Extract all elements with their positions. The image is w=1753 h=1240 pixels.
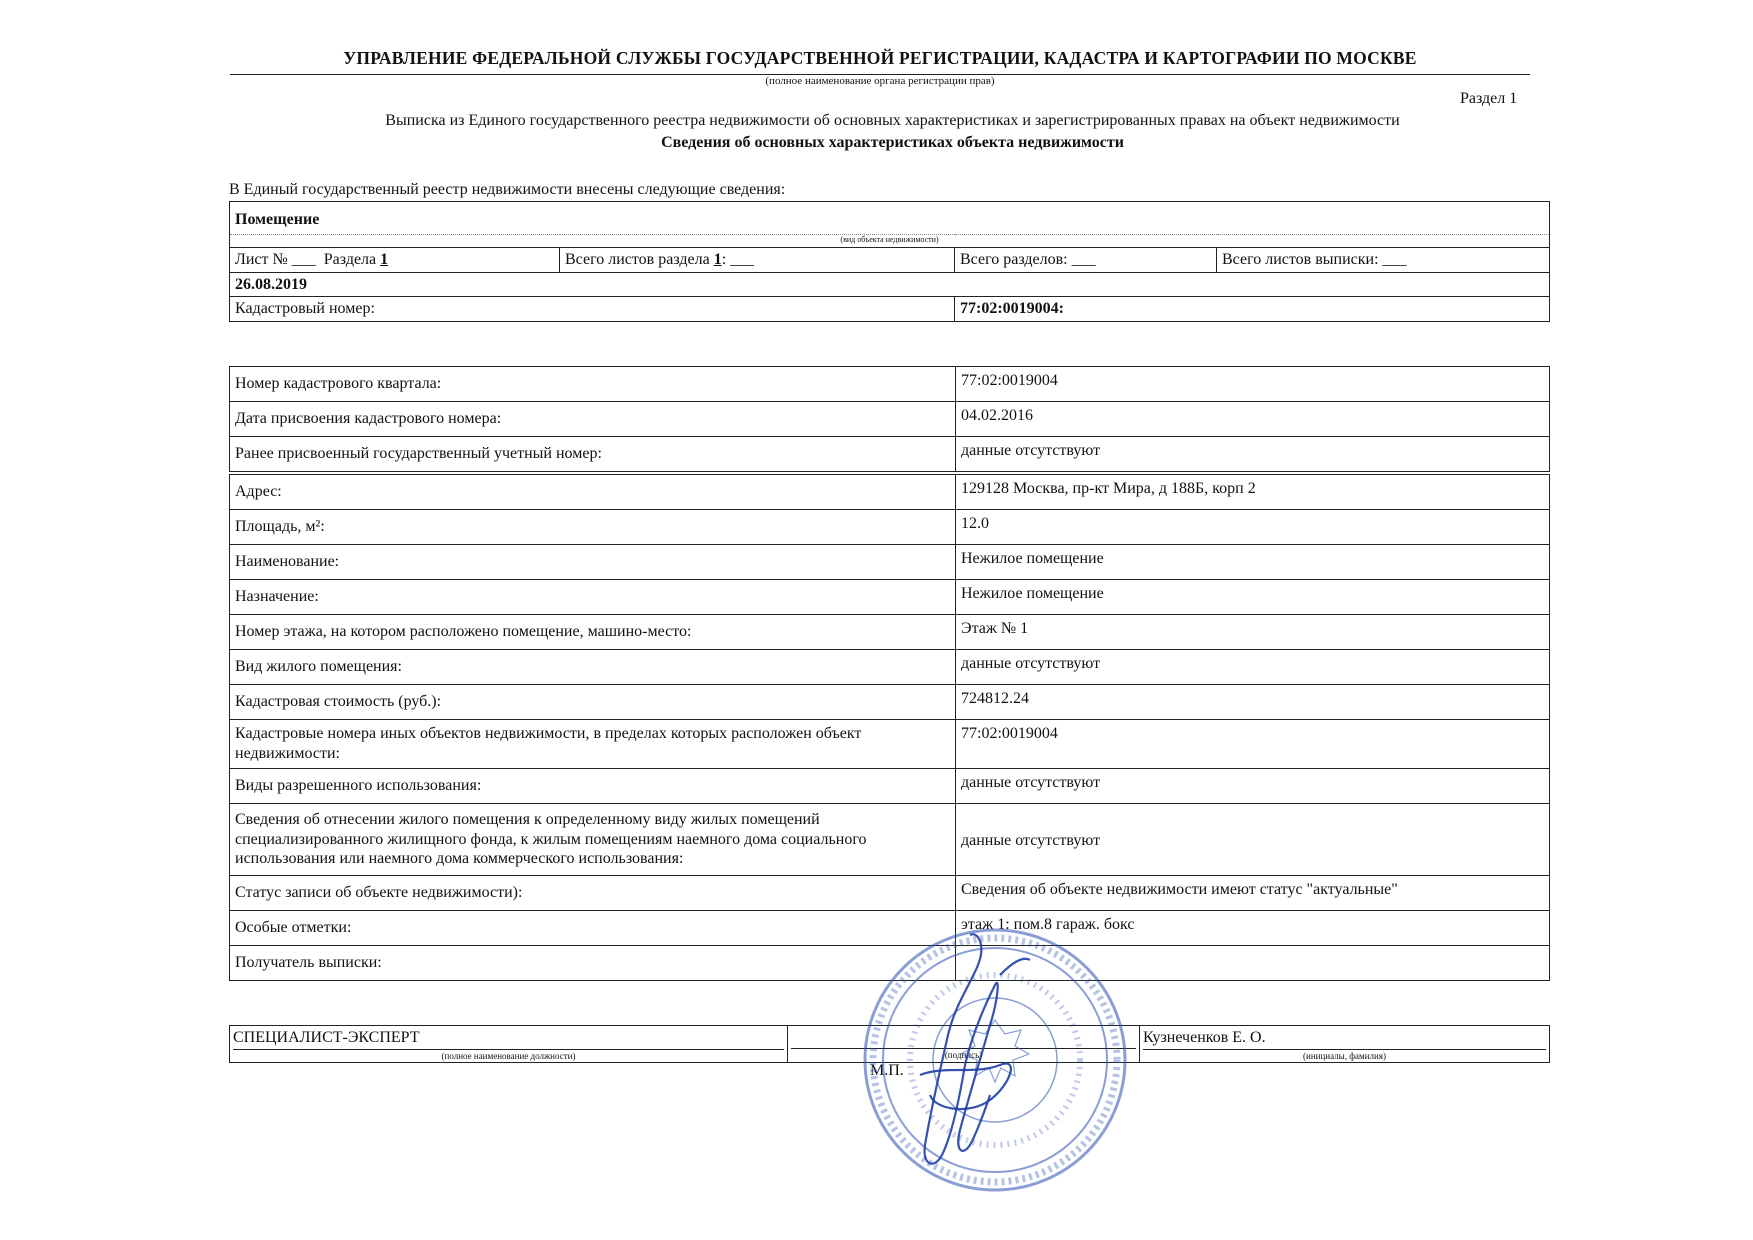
total-sections-cell xyxy=(955,248,1217,273)
field-row xyxy=(230,946,1550,981)
section-number: 1 xyxy=(380,251,389,268)
intro-text: В Единый государственный реестр недвижимости внесены следующие сведения: xyxy=(229,181,786,198)
org-caption: (полное наименование органа регистрации прав) xyxy=(765,75,995,87)
total-sheets-section-number: 1 xyxy=(713,251,722,268)
field-label: Адрес: xyxy=(230,473,956,510)
signature-table xyxy=(229,1025,1550,1063)
field-value xyxy=(956,946,1550,981)
field-row xyxy=(230,876,1550,911)
field-value: 129128 Москва, пр-кт Мира, д 188Б, корп 2 xyxy=(956,473,1550,510)
field-value: 77:02:0019004 xyxy=(956,720,1550,769)
field-value: 12.0 xyxy=(956,510,1550,545)
signature-caption: (подпись) xyxy=(791,1048,1136,1061)
total-sections-blank: ___ xyxy=(1071,251,1096,268)
sheet-blank: ___ xyxy=(291,251,316,268)
field-label: Номер кадастрового квартала: xyxy=(230,367,956,402)
total-sheets-extract-cell xyxy=(1217,248,1550,273)
field-value: Этаж № 1 xyxy=(956,615,1550,650)
signature-cell xyxy=(788,1026,1140,1063)
field-row xyxy=(230,510,1550,545)
field-value: данные отсутствуют xyxy=(956,769,1550,804)
field-row xyxy=(230,804,1550,876)
field-value: Нежилое помещение xyxy=(956,580,1550,615)
org-title: УПРАВЛЕНИЕ ФЕДЕРАЛЬНОЙ СЛУЖБЫ ГОСУДАРСТВЕННОЙ РЕГИСТРАЦИИ, КАДАСТРА И КАРТОГРАФИИ ПО МОСКВЕ xyxy=(343,48,1417,68)
total-sheets-section-label: Всего листов раздела xyxy=(565,251,710,268)
signer-name-caption: (инициалы, фамилия) xyxy=(1143,1049,1546,1062)
object-header-table xyxy=(229,201,1550,322)
extract-title: Выписка из Единого государственного реестра недвижимости об основных характеристиках и зарегистрированных правах на объект недвижимости xyxy=(385,112,1400,129)
total-sections-label: Всего разделов: xyxy=(960,251,1068,268)
field-label: Получатель выписки: xyxy=(230,946,956,981)
field-label: Вид жилого помещения: xyxy=(230,650,956,685)
field-label: Кадастровые номера иных объектов недвижимости, в пределах которых расположен объект недвижимости: xyxy=(230,720,956,769)
field-label: Дата присвоения кадастрового номера: xyxy=(230,402,956,437)
object-kind-caption: (вид объекта недвижимости) xyxy=(230,235,1550,248)
section-word: Раздела xyxy=(323,251,377,268)
field-value: Нежилое помещение xyxy=(956,545,1550,580)
field-row xyxy=(230,402,1550,437)
field-value: данные отсутствуют xyxy=(956,437,1550,474)
field-row xyxy=(230,580,1550,615)
field-value: 77:02:0019004 xyxy=(956,367,1550,402)
field-value: данные отсутствуют xyxy=(956,804,1550,876)
field-value: этаж 1: пом.8 гараж. бокс xyxy=(956,911,1550,946)
field-row xyxy=(230,720,1550,769)
section-label: Раздел 1 xyxy=(1460,90,1518,107)
field-row xyxy=(230,615,1550,650)
signer-position: СПЕЦИАЛИСТ-ЭКСПЕРТ xyxy=(233,1029,420,1046)
field-label: Наименование: xyxy=(230,545,956,580)
signer-position-caption: (полное наименование должности) xyxy=(233,1049,784,1062)
total-sheets-section-cell xyxy=(560,248,955,273)
field-label: Назначение: xyxy=(230,580,956,615)
field-label: Статус записи об объекте недвижимости): xyxy=(230,876,956,911)
field-row xyxy=(230,545,1550,580)
field-row xyxy=(230,367,1550,402)
field-label: Номер этажа, на котором расположено помещение, машино-место: xyxy=(230,615,956,650)
cadastral-number-value: 77:02:0019004: xyxy=(955,297,1550,322)
sheet-label: Лист № xyxy=(235,251,288,268)
total-sheets-extract-blank: ___ xyxy=(1382,251,1407,268)
object-kind: Помещение xyxy=(230,202,1550,235)
extract-date: 26.08.2019 xyxy=(230,272,1550,297)
field-label: Особые отметки: xyxy=(230,911,956,946)
field-row xyxy=(230,650,1550,685)
field-row xyxy=(230,473,1550,510)
signer-name: Кузнеченков Е. О. xyxy=(1143,1029,1266,1046)
field-label: Виды разрешенного использования: xyxy=(230,769,956,804)
characteristics-table xyxy=(229,366,1550,981)
field-value: Сведения об объекте недвижимости имеют статус "актуальные" xyxy=(956,876,1550,911)
signature-name-cell xyxy=(1140,1026,1550,1063)
field-value: 724812.24 xyxy=(956,685,1550,720)
field-value: 04.02.2016 xyxy=(956,402,1550,437)
field-label: Кадастровая стоимость (руб.): xyxy=(230,685,956,720)
field-label: Ранее присвоенный государственный учетный номер: xyxy=(230,437,956,474)
sheet-number-cell xyxy=(230,248,560,273)
signature-position-cell xyxy=(230,1026,788,1063)
seal-place-label: М.П. xyxy=(870,1062,904,1079)
field-row xyxy=(230,437,1550,474)
field-label: Площадь, м²: xyxy=(230,510,956,545)
total-sheets-extract-label: Всего листов выписки: xyxy=(1222,251,1379,268)
extract-subtitle: Сведения об основных характеристиках объекта недвижимости xyxy=(661,134,1124,151)
field-row xyxy=(230,769,1550,804)
cadastral-number-label: Кадастровый номер: xyxy=(230,297,955,322)
field-label: Сведения об отнесении жилого помещения к определенному виду жилых помещений специализированного жилищного фонда, к жилым помещениям наемного дома социального использования или наемного дома коммерческого использования: xyxy=(230,804,956,876)
field-row xyxy=(230,685,1550,720)
field-value: данные отсутствуют xyxy=(956,650,1550,685)
field-row xyxy=(230,911,1550,946)
total-sheets-section-blank: : ___ xyxy=(721,251,755,268)
